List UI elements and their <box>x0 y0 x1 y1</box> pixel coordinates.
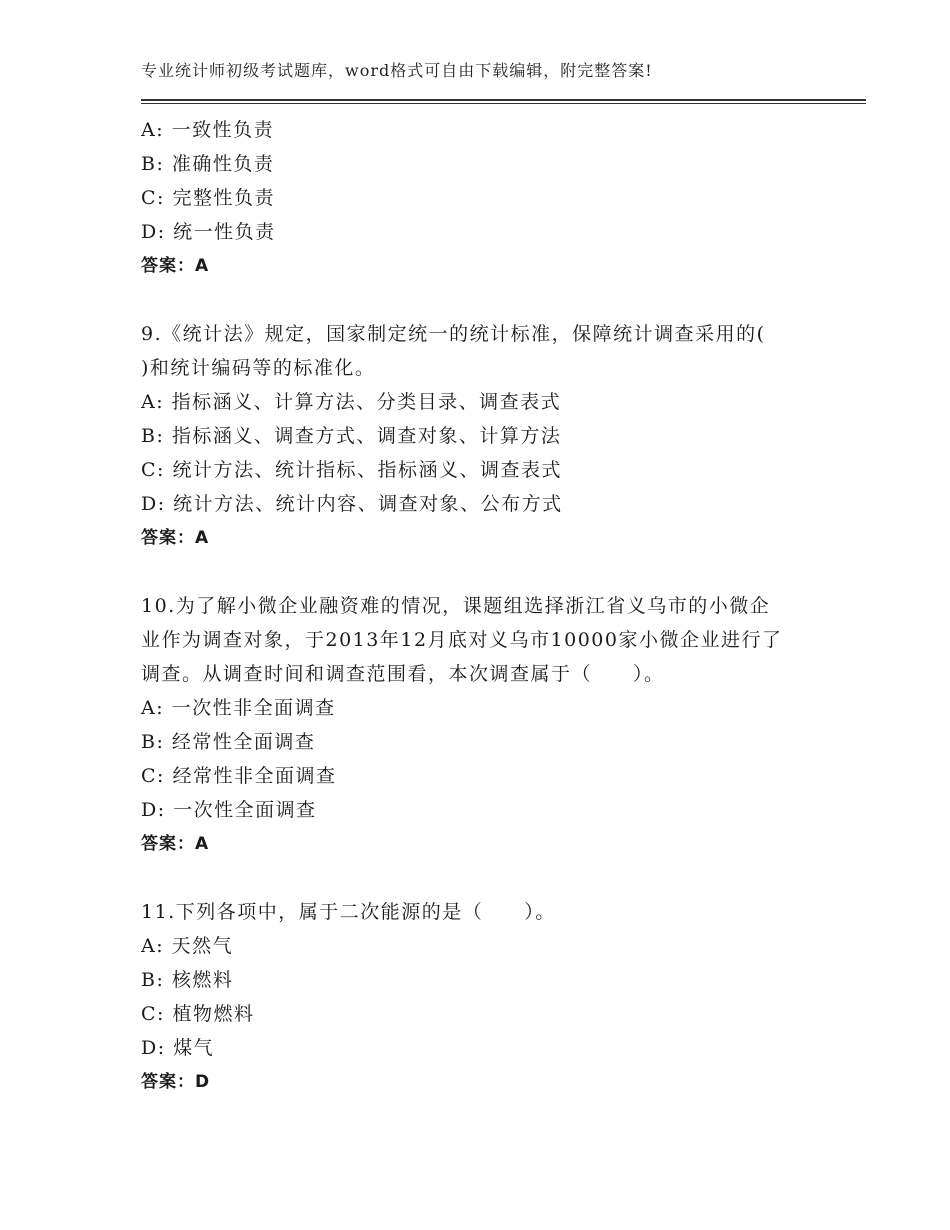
option-c: C: 植物燃料 <box>141 1003 255 1025</box>
answer-label: 答案：A <box>141 256 210 276</box>
option-a: A: 一致性负责 <box>141 119 275 141</box>
question-stem-line: 10.为了解小微企业融资难的情况，课题组选择浙江省义乌市的小微企 <box>141 595 771 617</box>
header-rule-thin <box>141 103 866 104</box>
option-a: A: 指标涵义、计算方法、分类目录、调查表式 <box>141 391 562 413</box>
option-b: B: 指标涵义、调查方式、调查对象、计算方法 <box>141 425 562 447</box>
spacer <box>141 555 811 589</box>
option-b: B: 经常性全面调查 <box>141 731 316 753</box>
answer-label: 答案：D <box>141 1072 211 1092</box>
option-d: D: 一次性全面调查 <box>141 799 317 821</box>
option-d: D: 统一性负责 <box>141 221 276 243</box>
question-8 <box>141 113 811 283</box>
option-c: C: 统计方法、统计指标、指标涵义、调查表式 <box>141 459 562 481</box>
page-header: 专业统计师初级考试题库，word格式可自由下载编辑，附完整答案! <box>141 61 653 80</box>
option-c: C: 完整性负责 <box>141 187 275 209</box>
option-b: B: 准确性负责 <box>141 153 275 175</box>
question-stem-line: 9.《统计法》规定，国家制定统一的统计标准，保障统计调查采用的( <box>141 323 766 345</box>
question-stem-line: )和统计编码等的标准化。 <box>141 357 376 379</box>
answer-label: 答案：A <box>141 528 210 548</box>
question-10 <box>141 589 811 861</box>
option-c: C: 经常性非全面调查 <box>141 765 337 787</box>
option-d: D: 统计方法、统计内容、调查对象、公布方式 <box>141 493 563 515</box>
question-9 <box>141 317 811 555</box>
question-11 <box>141 895 811 1099</box>
question-stem-line: 业作为调查对象，于2013年12月底对义乌市10000家小微企业进行了 <box>141 629 783 651</box>
question-list <box>141 113 811 1099</box>
question-stem-line: 调查。从调查时间和调查范围看，本次调查属于（ ）。 <box>141 663 665 685</box>
option-b: B: 核燃料 <box>141 969 234 991</box>
option-a: A: 一次性非全面调查 <box>141 697 336 719</box>
header-rule-thick <box>141 99 866 101</box>
option-a: A: 天然气 <box>141 935 234 957</box>
question-stem-line: 11.下列各项中，属于二次能源的是（ ）。 <box>141 901 556 923</box>
answer-label: 答案：A <box>141 834 210 854</box>
spacer <box>141 861 811 895</box>
option-d: D: 煤气 <box>141 1037 215 1059</box>
spacer <box>141 283 811 317</box>
